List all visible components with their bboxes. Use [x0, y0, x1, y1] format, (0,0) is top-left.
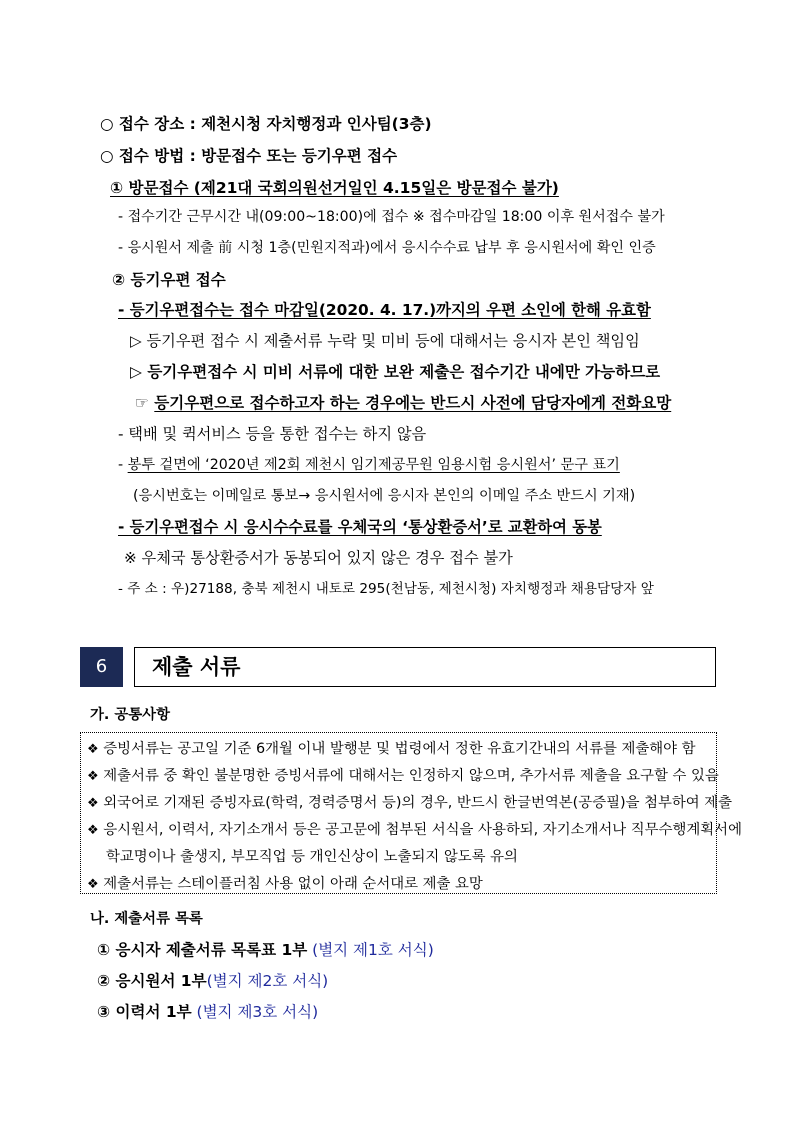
document-list-form-ref: (별지 제2호 서식) [206, 972, 329, 990]
document-list-label: ③ 이력서 1부 [97, 1003, 192, 1021]
visit-reception-line-1: - 접수기간 근무시간 내(09:00~18:00)에 접수 ※ 접수마감일 18:00 이후 원서접수 불가 [118, 209, 665, 225]
mail-reception-line-4-text: 등기우편으로 접수하고자 하는 경우에는 반드시 사전에 담당자에게 전화요망 [154, 394, 672, 412]
reception-method: ○ 접수 방법 : 방문접수 또는 등기우편 접수 [100, 147, 398, 165]
document-list-label: ① 응시자 제출서류 목록표 1부 [97, 941, 308, 959]
mail-reception-line-5: - 택배 및 퀵서비스 등을 통한 접수는 하지 않음 [118, 425, 427, 443]
visit-reception-title [110, 178, 559, 198]
diamond-bullet-icon: ❖ [87, 742, 99, 757]
mail-reception-line-2: ▷ 등기우편 접수 시 제출서류 누락 및 미비 등에 대해서는 응시자 본인 책임임 [130, 332, 640, 350]
common-item-5 [87, 874, 483, 895]
mail-reception-line-1: - 등기우편접수는 접수 마감일(2020. 4. 17.)까지의 우편 소인에 한해 유효함 [118, 301, 651, 319]
mail-reception-line-9: ※ 우체국 통상환증서가 동봉되어 있지 않은 경우 접수 불가 [124, 549, 513, 567]
diamond-bullet-icon: ❖ [87, 877, 99, 892]
section-number: 6 [80, 647, 123, 687]
section-title: 제출 서류 [134, 647, 716, 687]
common-item-2 [87, 766, 719, 787]
visit-reception-line-2: - 응시원서 제출 前 시청 1층(민원지적과)에서 응시수수료 납부 후 응시원서에 확인 인증 [118, 240, 656, 256]
mail-reception-line-4 [135, 393, 671, 413]
common-item-text: 응시원서, 이력서, 자기소개서 등은 공고문에 첨부된 서식을 사용하되, 자기소개서나 직무수행계획서에 [103, 822, 742, 838]
mail-reception-line-3: ▷ 등기우편접수 시 미비 서류에 대한 보완 제출은 접수기간 내에만 가능하므로 [130, 363, 661, 381]
mail-reception-title: ② 등기우편 접수 [112, 271, 226, 289]
mail-reception-line-7: (응시번호는 이메일로 통보→ 응시원서에 응시자 본인의 이메일 주소 반드시 기재) [133, 488, 636, 504]
document-list-form-ref: (별지 제1호 서식) [312, 941, 434, 959]
common-item-1 [87, 739, 696, 760]
diamond-bullet-icon: ❖ [87, 796, 99, 811]
document-list-form-ref: (별지 제3호 서식) [196, 1003, 319, 1021]
common-heading: 가. 공통사항 [90, 707, 170, 723]
common-item-4-continued: 학교명이나 출생지, 부모직업 등 개인신상이 노출되지 않도록 유의 [106, 849, 518, 865]
mail-reception-line-8: - 등기우편접수 시 응시수수료를 우체국의 ‘통상환증서’로 교환하여 동봉 [118, 518, 602, 536]
common-item-text: 제출서류는 스테이플러침 사용 없이 아래 순서대로 제출 요망 [103, 876, 483, 892]
dash-prefix: - [118, 457, 128, 473]
common-item-text: 외국어로 기재된 증빙자료(학력, 경력증명서 등)의 경우, 반드시 한글번역본(공증필)을 첨부하여 제출 [103, 795, 733, 811]
document-list-item-1 [97, 940, 434, 960]
common-item-3 [87, 793, 732, 814]
document-list-item-2 [97, 971, 328, 991]
common-item-text: 증빙서류는 공고일 기준 6개월 이내 발행분 및 법령에서 정한 유효기간내의 서류를 제출해야 함 [103, 741, 696, 757]
visit-reception-title-text: ① 방문접수 (제21대 국회의원선거일인 4.15일은 방문접수 불가) [110, 179, 559, 197]
reception-place: ○ 접수 장소 : 제천시청 자치행정과 인사팀(3층) [100, 115, 432, 133]
common-item-text: 제출서류 중 확인 불분명한 증빙서류에 대해서는 인정하지 않으며, 추가서류 제출을 요구할 수 있음 [103, 768, 719, 784]
mail-reception-address: - 주 소 : 우)27188, 충북 제천시 내토로 295(천남동, 제천시청) 자치행정과 채용담당자 앞 [118, 581, 654, 597]
pointing-hand-icon: ☞ [135, 394, 155, 412]
common-item-4 [87, 820, 742, 841]
diamond-bullet-icon: ❖ [87, 769, 99, 784]
mail-reception-line-6-text: 봉투 겉면에 ‘2020년 제2회 제천시 임기제공무원 임용시험 응시원서’ 문구 표기 [127, 457, 620, 473]
mail-reception-line-6 [118, 455, 620, 475]
diamond-bullet-icon: ❖ [87, 823, 99, 838]
document-list-label: ② 응시원서 1부 [97, 972, 207, 990]
document-list-item-3 [97, 1002, 318, 1022]
document-list-heading: 나. 제출서류 목록 [90, 911, 203, 927]
